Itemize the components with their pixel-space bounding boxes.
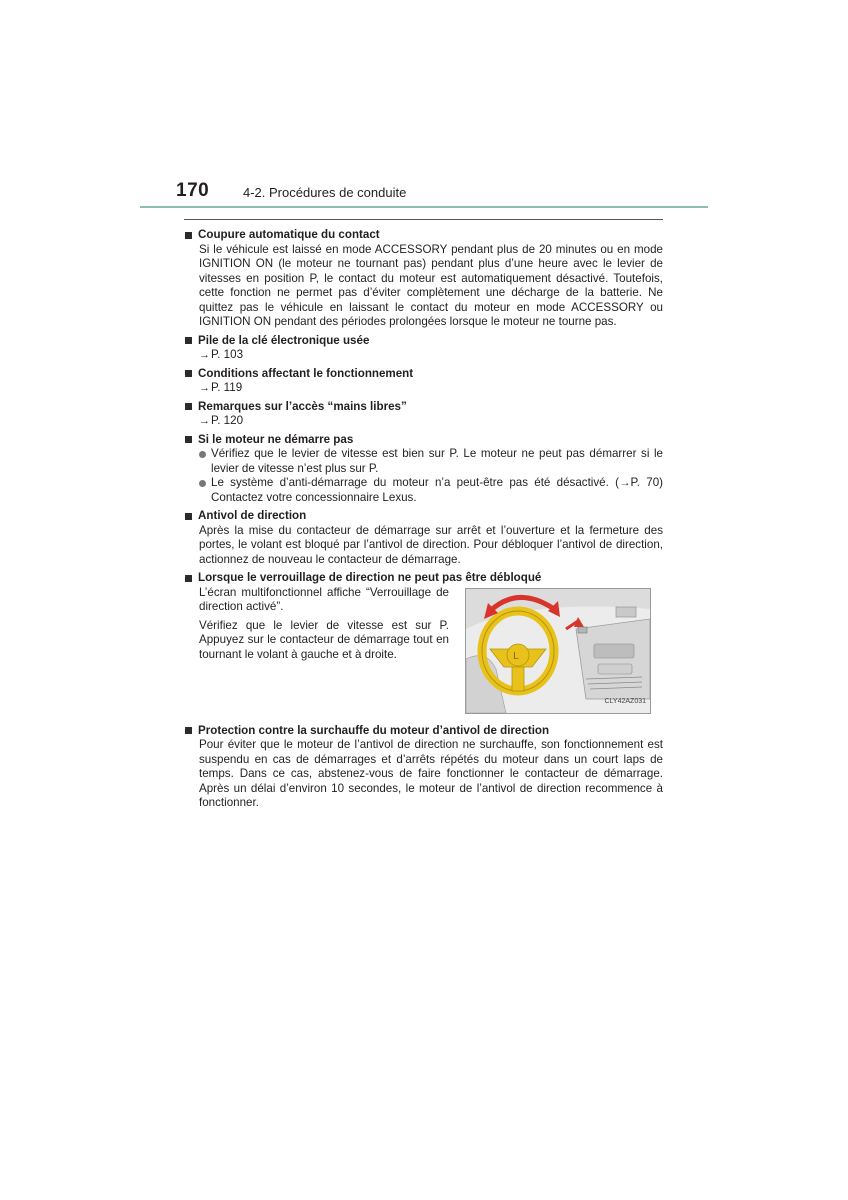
- header-rule: [140, 206, 708, 208]
- section-title: Si le moteur ne démarre pas: [198, 432, 354, 446]
- reference-text: P. 120: [211, 414, 244, 427]
- section-heading: [185, 724, 663, 739]
- section-heading: [185, 367, 663, 382]
- arrow-right-icon: →: [199, 349, 210, 361]
- square-bullet-icon: [185, 232, 192, 239]
- section-operating-conditions: [185, 367, 663, 396]
- square-bullet-icon: [185, 337, 192, 344]
- column-text: [199, 586, 449, 714]
- section-overheat-protection: [185, 724, 663, 811]
- figure-code: CLY42AZ031: [604, 698, 646, 705]
- section-heading: [185, 400, 663, 415]
- section-title: Protection contre la surchauffe du moteur d’antivol de direction: [198, 723, 550, 737]
- section-engine-no-start: [185, 433, 663, 506]
- section-title: Remarques sur l’accès “mains libres”: [198, 399, 407, 413]
- section-title: Lorsque le verrouillage de direction ne peut pas être débloqué: [198, 571, 542, 584]
- dot-bullet-icon: [199, 480, 206, 487]
- section-heading: [185, 334, 663, 349]
- section-heading: [185, 433, 663, 448]
- list-item-text: Vérifiez que le levier de vitesse est bien sur P. Le moteur ne peut pas démarrer si le levier de vitesse n’est plus sur P.: [211, 447, 663, 475]
- section-hands-free-notes: [185, 400, 663, 429]
- paragraph: L’écran multifonctionnel affiche “Verrouillage de direction activé”.: [199, 585, 449, 613]
- section-heading: [185, 571, 663, 586]
- page-content: [185, 228, 663, 815]
- page-number: 170: [176, 180, 210, 201]
- square-bullet-icon: [185, 575, 192, 582]
- reference-text: P. 119: [211, 381, 243, 394]
- page-reference[interactable]: [199, 348, 663, 363]
- reference-text: P. 103: [211, 348, 244, 361]
- chapter-title: 4-2. Procédures de conduite: [243, 185, 407, 200]
- section-title: Conditions affectant le fonctionnement: [198, 366, 414, 380]
- content-rule: [184, 219, 663, 220]
- section-text: Après la mise du contacteur de démarrage sur arrêt et l’ouverture et la fermeture des portes, le volant est bloqué par l’antivol de direction. Pour débloquer l’antivol de direction, actionnez de nouveau le contacteur de démarrage.: [199, 523, 663, 566]
- svg-text:L: L: [513, 650, 519, 662]
- square-bullet-icon: [185, 513, 192, 520]
- section-title: Pile de la clé électronique usée: [198, 333, 370, 347]
- steering-wheel-illustration: [465, 588, 651, 714]
- text-with-figure: [199, 586, 663, 714]
- section-title: Coupure automatique du contact: [198, 228, 380, 241]
- section-steering-lock: [185, 509, 663, 567]
- section-title: Antivol de direction: [198, 509, 307, 522]
- section-text: Si le véhicule est laissé en mode ACCESSORY pendant plus de 20 minutes ou en mode IGNITION ON (le moteur ne tournant pas) pendant plus d’une heure avec le levier de vitesses en position P, le contact du moteur est automatiquement désactivé. Toutefois, cette fonction ne permet pas d’éviter complètement une décharge de la batterie. Ne quittez pas le véhicule en laissant le contact du moteur en mode ACCESSORY ou IGNITION ON pendant des périodes prolongées lorsque le moteur ne tourne pas.: [199, 242, 663, 328]
- paragraph: Vérifiez que le levier de vitesse est sur P. Appuyez sur le contacteur de démarrage tout en tournant le volant à gauche et à droite.: [199, 618, 449, 661]
- dot-bullet-icon: [199, 451, 206, 458]
- list-item-text: Le système d’anti-démarrage du moteur n’a peut-être pas été désactivé. (→P. 70) Contactez votre concessionnaire Lexus.: [211, 476, 663, 504]
- list-item: [199, 476, 663, 505]
- square-bullet-icon: [185, 436, 192, 443]
- arrow-right-icon: →: [199, 415, 210, 427]
- section-auto-shutoff: [185, 228, 663, 330]
- dashboard-drawing: [466, 589, 650, 713]
- square-bullet-icon: [185, 403, 192, 410]
- section-key-battery: [185, 334, 663, 363]
- square-bullet-icon: [185, 370, 192, 377]
- section-heading: [185, 509, 663, 524]
- arrow-right-icon: →: [199, 382, 210, 394]
- square-bullet-icon: [185, 727, 192, 734]
- page-reference[interactable]: [199, 381, 663, 396]
- section-steering-lock-release: [185, 571, 663, 714]
- page-reference[interactable]: [199, 414, 663, 429]
- list-item: [199, 447, 663, 476]
- section-text: Pour éviter que le moteur de l’antivol de direction ne surchauffe, son fonctionnement est suspendu en cas de démarrages et d’arrêts répétés du moteur dans un court laps de temps. Dans ce cas, abstenez-vous de faire fonctionner le contacteur de démarrage. Après un délai d’environ 10 secondes, le moteur de l’antivol de direction recommence à fonctionner.: [199, 738, 663, 809]
- section-heading: [185, 228, 663, 243]
